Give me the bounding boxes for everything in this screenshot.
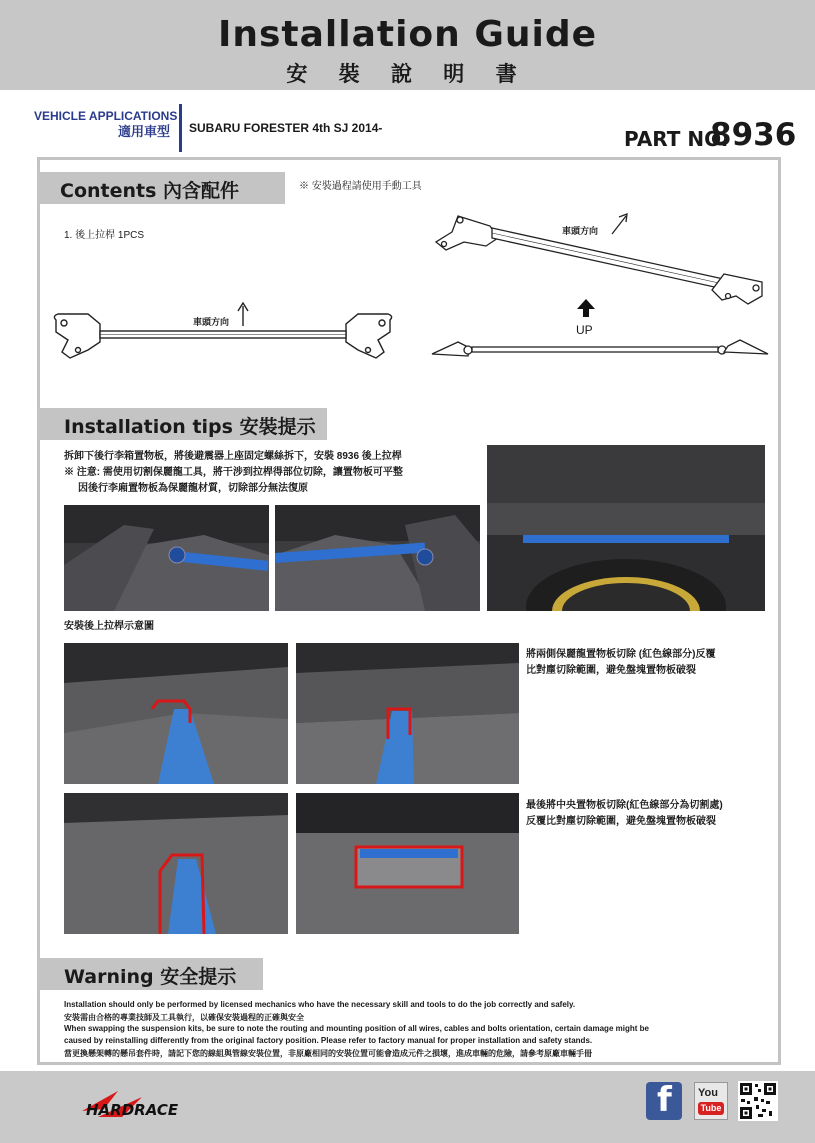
youtube-label-you: You bbox=[698, 1087, 718, 1099]
caption-side-cut-line2: 比對塵切除範圍，避免盤塊置物板破裂 bbox=[526, 665, 696, 676]
youtube-label-tube: Tube bbox=[698, 1102, 724, 1115]
strut-bar-top-view-diagram bbox=[48, 290, 398, 380]
warning-line-2: 安裝需由合格的專業技師及工具執行，以確保安裝過程的正確與安全 bbox=[64, 1013, 304, 1022]
hardrace-logo bbox=[78, 1087, 210, 1121]
tip-line-1: 拆卸下後行李箱置物板，將後避震器上座固定螺絲拆下，安裝 8936 後上拉桿 bbox=[64, 451, 402, 462]
tip-line-2: ※ 注意: 需使用切割保麗龍工具，將干涉到拉桿得部位切除，讓置物板可平整 bbox=[64, 467, 403, 478]
tip-line-3: 因後行李廂置物板為保麗龍材質，切除部分無法復原 bbox=[78, 483, 308, 494]
vehicle-divider bbox=[179, 104, 182, 152]
arrow-diagonal-icon bbox=[610, 212, 630, 236]
page-subtitle: 安 裝 說 明 書 bbox=[286, 62, 529, 86]
vehicle-model: SUBARU FORESTER 4th SJ 2014- bbox=[189, 121, 383, 135]
qr-code-icon[interactable] bbox=[738, 1081, 778, 1121]
part-number-label: PART NO. bbox=[624, 127, 729, 151]
strut-bar-perspective-diagram bbox=[428, 204, 773, 374]
caption-center-cut-line1: 最後將中央置物板切除(紅色線部分為切割處) bbox=[526, 800, 723, 811]
front-direction-label: 車頭方向 bbox=[193, 317, 230, 327]
brand-text: HARDRACE bbox=[86, 1101, 179, 1119]
warning-line-4: caused by reinstalling differently from the original factory position. Please refer to factory manual for proper installation and safety stands. bbox=[64, 1036, 593, 1045]
part-number: 8936 bbox=[710, 117, 797, 153]
caption-side-cut-line1: 將兩側保麗龍置物板切除 (紅色線部分)反覆 bbox=[526, 649, 716, 660]
photo-left-mount bbox=[64, 505, 269, 611]
page-title: Installation Guide bbox=[217, 14, 598, 55]
tips-title: Installation tips 安裝提示 bbox=[64, 416, 316, 438]
vehicle-applications-label-zh: 適用車型 bbox=[118, 124, 171, 139]
up-arrow-icon bbox=[576, 298, 596, 318]
front-direction-label-2: 車頭方向 bbox=[562, 226, 599, 236]
warning-line-1: Installation should only be performed by licensed mechanics who have the necessary skill and tools to do the job correctly and safely. bbox=[64, 1000, 576, 1009]
tools-note: ※ 安裝過程請使用手動工具 bbox=[299, 181, 422, 192]
photo-center-cut-right bbox=[296, 793, 519, 934]
warning-line-5: 當更換懸架轉的懸吊套件時，請記下您的線組與管線安裝位置，非原廠相同的安裝位置可能會造成元件之損壞，進成車輛的危險，請參考原廠車輛手冊 bbox=[64, 1049, 592, 1058]
contents-item: 1. 後上拉桿 1PCS bbox=[64, 230, 145, 241]
arrow-up-icon bbox=[236, 302, 250, 328]
vehicle-applications-label: VEHICLE APPLICATIONS bbox=[34, 109, 178, 123]
photo-right-mount bbox=[275, 505, 480, 611]
photo-installed-overview bbox=[487, 445, 765, 611]
contents-title: Contents 內含配件 bbox=[60, 180, 240, 202]
caption-install-diagram: 安裝後上拉桿示意圖 bbox=[64, 621, 154, 632]
photo-center-cut-left bbox=[64, 793, 288, 934]
photo-side-cut-right bbox=[296, 643, 519, 784]
warning-line-3: When swapping the suspension kits, be sure to note the routing and mounting position of all wires, cables and bolts orientation, certain damage might be bbox=[64, 1024, 649, 1033]
facebook-glyph: f bbox=[657, 1080, 672, 1120]
up-label: UP bbox=[576, 323, 593, 337]
warning-title: Warning 安全提示 bbox=[64, 966, 237, 988]
caption-center-cut-line2: 反覆比對塵切除範圍，避免盤塊置物板破裂 bbox=[526, 816, 716, 827]
photo-side-cut-left bbox=[64, 643, 288, 784]
